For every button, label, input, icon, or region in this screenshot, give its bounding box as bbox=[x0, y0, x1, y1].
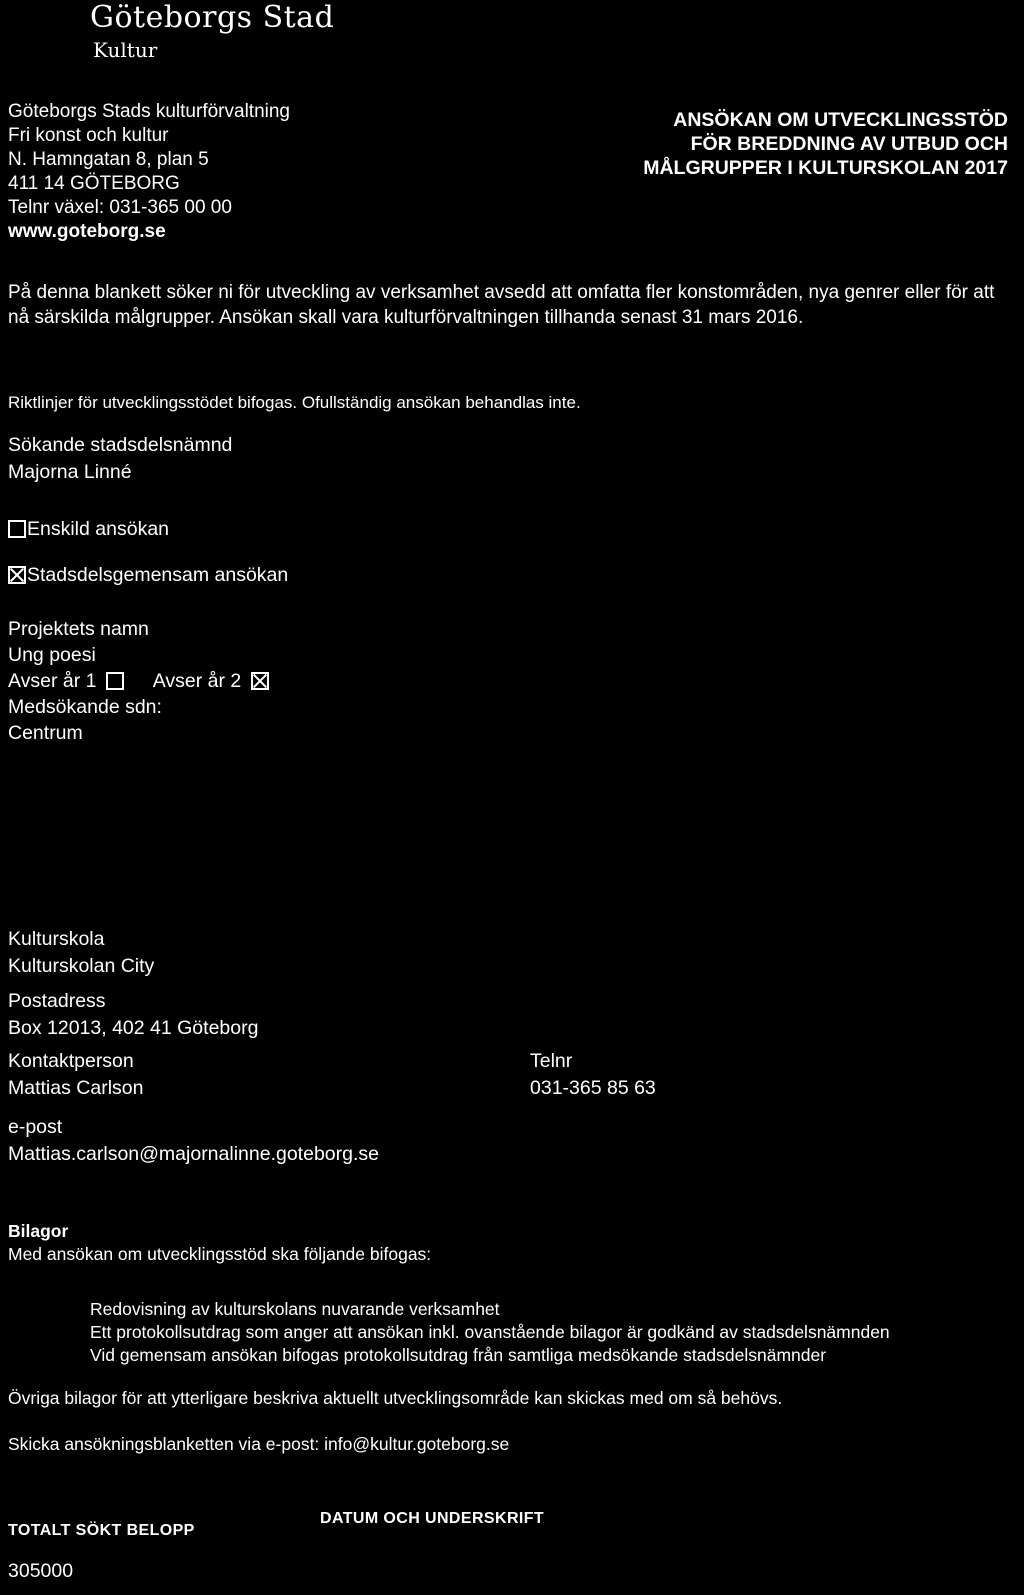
total-amount-value: 305000 bbox=[8, 1560, 74, 1582]
attachments-intro: Med ansökan om utvecklingsstöd ska följande bifogas: bbox=[8, 1244, 432, 1264]
address-line: N. Hamngatan 8, plan 5 bbox=[8, 149, 209, 170]
year1-label: Avser år 1 bbox=[8, 670, 97, 692]
intro-paragraph: På denna blankett söker ni för utveckling av verksamhet avsedd att omfatta fler konstområden, nya genrer eller för att nå särskilda målgrupper. Ansökan skall vara kulturförvaltningen tillhanda senast 31 mars 2016. bbox=[8, 282, 995, 328]
send-instructions: Skicka ansökningsblanketten via e-post: info@kultur.goteborg.se bbox=[8, 1434, 510, 1454]
attachment-item: Vid gemensam ansökan bifogas protokollsutdrag från samtliga medsökande stadsdelsnämnder bbox=[90, 1345, 827, 1365]
other-attachments-note: Övriga bilagor för att ytterligare beskriva aktuellt utvecklingsområde kan skickas med om så behövs. bbox=[8, 1388, 783, 1408]
postal-section bbox=[8, 988, 258, 1042]
postal-label: Postadress bbox=[8, 990, 106, 1012]
application-type-gemensam[interactable] bbox=[8, 562, 288, 589]
project-year-row bbox=[8, 668, 270, 694]
school-value: Kulturskolan City bbox=[8, 955, 155, 977]
application-type-enskild[interactable] bbox=[8, 516, 169, 543]
year2-checkbox[interactable] bbox=[251, 672, 269, 690]
contact-section bbox=[8, 1048, 143, 1102]
year1-checkbox[interactable] bbox=[106, 672, 124, 690]
co-applicant-value: Centrum bbox=[8, 722, 83, 744]
org-logo-dept: Kultur bbox=[93, 38, 158, 62]
email-section bbox=[8, 1114, 379, 1168]
enskild-checkbox[interactable] bbox=[8, 520, 26, 538]
address-block bbox=[8, 100, 290, 244]
stadsdelsgemensam-checkbox[interactable] bbox=[8, 566, 26, 584]
title-line: MÅLGRUPPER I KULTURSKOLAN 2017 bbox=[643, 157, 1008, 179]
project-section bbox=[8, 616, 270, 746]
phone-label: Telnr bbox=[530, 1050, 573, 1072]
address-line: Telnr växel: 031-365 00 00 bbox=[8, 197, 232, 218]
total-amount-label: TOTALT SÖKT BELOPP bbox=[8, 1522, 195, 1539]
website-link[interactable]: www.goteborg.se bbox=[8, 221, 166, 242]
document-title bbox=[643, 108, 1008, 180]
year2-label: Avser år 2 bbox=[152, 670, 242, 692]
org-logo-name: Göteborgs Stad bbox=[90, 0, 335, 35]
applicant-section bbox=[8, 432, 232, 486]
applicant-value: Majorna Linné bbox=[8, 461, 132, 483]
co-applicant-label: Medsökande sdn: bbox=[8, 696, 162, 718]
enskild-label: Enskild ansökan bbox=[27, 518, 170, 540]
postal-value: Box 12013, 402 41 Göteborg bbox=[8, 1017, 259, 1039]
project-name-value: Ung poesi bbox=[8, 644, 96, 666]
email-label: e-post bbox=[8, 1116, 63, 1138]
applicant-label: Sökande stadsdelsnämnd bbox=[8, 434, 233, 456]
school-section bbox=[8, 926, 154, 980]
signature-label: DATUM OCH UNDERSKRIFT bbox=[320, 1510, 545, 1527]
stadsdelsgemensam-label: Stadsdelsgemensam ansökan bbox=[27, 564, 289, 586]
address-line: Göteborgs Stads kulturförvaltning bbox=[8, 101, 290, 122]
school-label: Kulturskola bbox=[8, 928, 105, 950]
contact-value: Mattias Carlson bbox=[8, 1077, 144, 1099]
address-line: Fri konst och kultur bbox=[8, 125, 169, 146]
phone-value: 031-365 85 63 bbox=[530, 1077, 656, 1099]
project-name-label: Projektets namn bbox=[8, 618, 149, 640]
attachments-list bbox=[90, 1298, 890, 1367]
guidelines-note: Riktlinjer för utvecklingsstödet bifogas. Ofullständig ansökan behandlas inte. bbox=[8, 393, 581, 412]
attachment-item: Ett protokollsutdrag som anger att ansökan inkl. ovanstående bilagor är godkänd av stadsdelsnämnden bbox=[90, 1322, 890, 1342]
title-line: FÖR BREDDNING AV UTBUD OCH bbox=[690, 133, 1008, 155]
attachments-section bbox=[8, 1220, 431, 1266]
address-line: 411 14 GÖTEBORG bbox=[8, 173, 180, 194]
email-value[interactable]: Mattias.carlson@majornalinne.goteborg.se bbox=[8, 1143, 379, 1165]
contact-label: Kontaktperson bbox=[8, 1050, 134, 1072]
title-line: ANSÖKAN OM UTVECKLINGSSTÖD bbox=[673, 109, 1008, 131]
attachment-item: Redovisning av kulturskolans nuvarande verksamhet bbox=[90, 1299, 500, 1319]
phone-section bbox=[530, 1048, 656, 1102]
attachments-heading: Bilagor bbox=[8, 1221, 69, 1241]
